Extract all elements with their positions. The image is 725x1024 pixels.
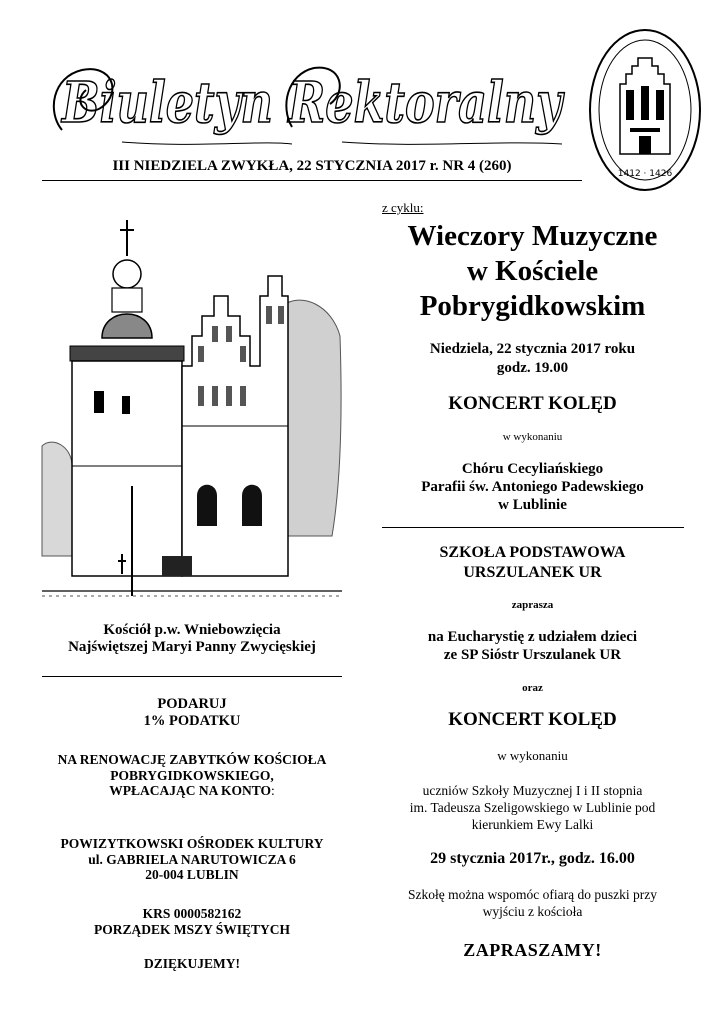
church-caption-line: Kościół p.w. Wniebowzięcia [103,622,281,638]
recipient-line: ul. GABRIELA NARUTOWICZA 6 [88,851,296,867]
donation-purpose-line: POBRYGIDKOWSKIEGO, [110,767,274,783]
concert-heading: KONCERT KOLĘD [448,393,617,414]
support-line: Szkołę można wspomóc ofiarą do puszki przy [408,887,657,902]
event-date-line: Niedziela, 22 stycznia 2017 roku [429,341,636,357]
students-line: uczniów Szkoły Muzycznej I i II stopnia [422,783,643,798]
mass-schedule-heading: PORZĄDEK MSZY ŚWIĘTYCH [93,921,291,937]
school-line: URSZULANEK UR [463,564,602,581]
donation-heading-line: 1% PODATKU [143,712,241,729]
right-divider [382,527,684,528]
eucharist-notice [380,628,685,664]
students-description [380,783,685,834]
invites-label: zaprasza [511,599,554,611]
donation-recipient [42,836,342,883]
svg-text:Biuletyn Rektoralny: Biuletyn Rektoralny [60,70,565,136]
choir-line: w Lublinie [498,497,567,513]
support-note [380,887,685,921]
svg-text:1412 · 1426: 1412 · 1426 [617,169,673,179]
church-illustration [42,196,342,606]
issue-subtitle: III NIEDZIELA ZWYKŁA, 22 STYCZNIA 2017 r. NR 4 (260) [112,158,512,174]
left-divider [42,676,342,677]
masthead-title [42,52,582,152]
performed-by-label-2: w wykonaniu [497,748,568,763]
donation-purpose [42,752,342,799]
performed-by-label: w wykonaniu [502,431,563,443]
students-line: im. Tadeusza Szeligowskiego w Lublinie pod [409,799,656,815]
donation-heading [42,696,342,729]
choir-name [380,460,685,514]
choir-line: Parafii św. Antoniego Padewskiego [421,479,644,495]
header-divider [42,180,582,181]
support-line: wyjściu z kościoła [482,903,583,919]
krs-number: KRS 0000582162 [142,906,242,921]
title-line: Pobrygidkowskim [419,289,646,322]
choir-line: Chóru Cecyliańskiego [461,461,604,477]
thanks-text: DZIĘKUJEMY! [143,956,240,971]
recipient-line: 20-004 LUBLIN [145,867,239,883]
students-line: kierunkiem Ewy Lalki [471,816,594,832]
donation-heading-line: PODARUJ [157,696,227,712]
and-label: oraz [522,682,543,694]
title-line: w Kościele [466,254,599,287]
title-line: Wieczory Muzyczne [407,220,658,252]
concert-heading-2: KONCERT KOLĘD [448,709,617,730]
eucharist-line: ze SP Sióstr Urszulanek UR [443,647,622,663]
series-label: z cyklu: [382,200,424,215]
event-time-line: godz. 19.00 [496,359,569,376]
donation-purpose-line: NA RENOWACJĘ ZABYTKÓW KOŚCIOŁA [57,752,327,767]
event-date [380,340,685,378]
recipient-line: POWIZYTKOWSKI OŚRODEK KULTURY [60,836,324,851]
church-seal-logo [586,26,704,196]
church-caption-line: Najświętszej Maryi Panny Zwycięskiej [68,639,316,655]
krs-block [42,906,342,937]
event-series-title [380,219,685,323]
donation-purpose-line: WPŁACAJĄC NA KONTO: [109,783,275,799]
school-name [380,543,685,583]
eucharist-line: na Eucharystię z udziałem dzieci [427,629,638,645]
closing-invitation: ZAPRASZAMY! [463,940,602,960]
school-line: SZKOŁA PODSTAWOWA [439,544,626,561]
concert-2-date: 29 stycznia 2017r., godz. 16.00 [430,850,635,867]
church-caption [42,622,342,656]
